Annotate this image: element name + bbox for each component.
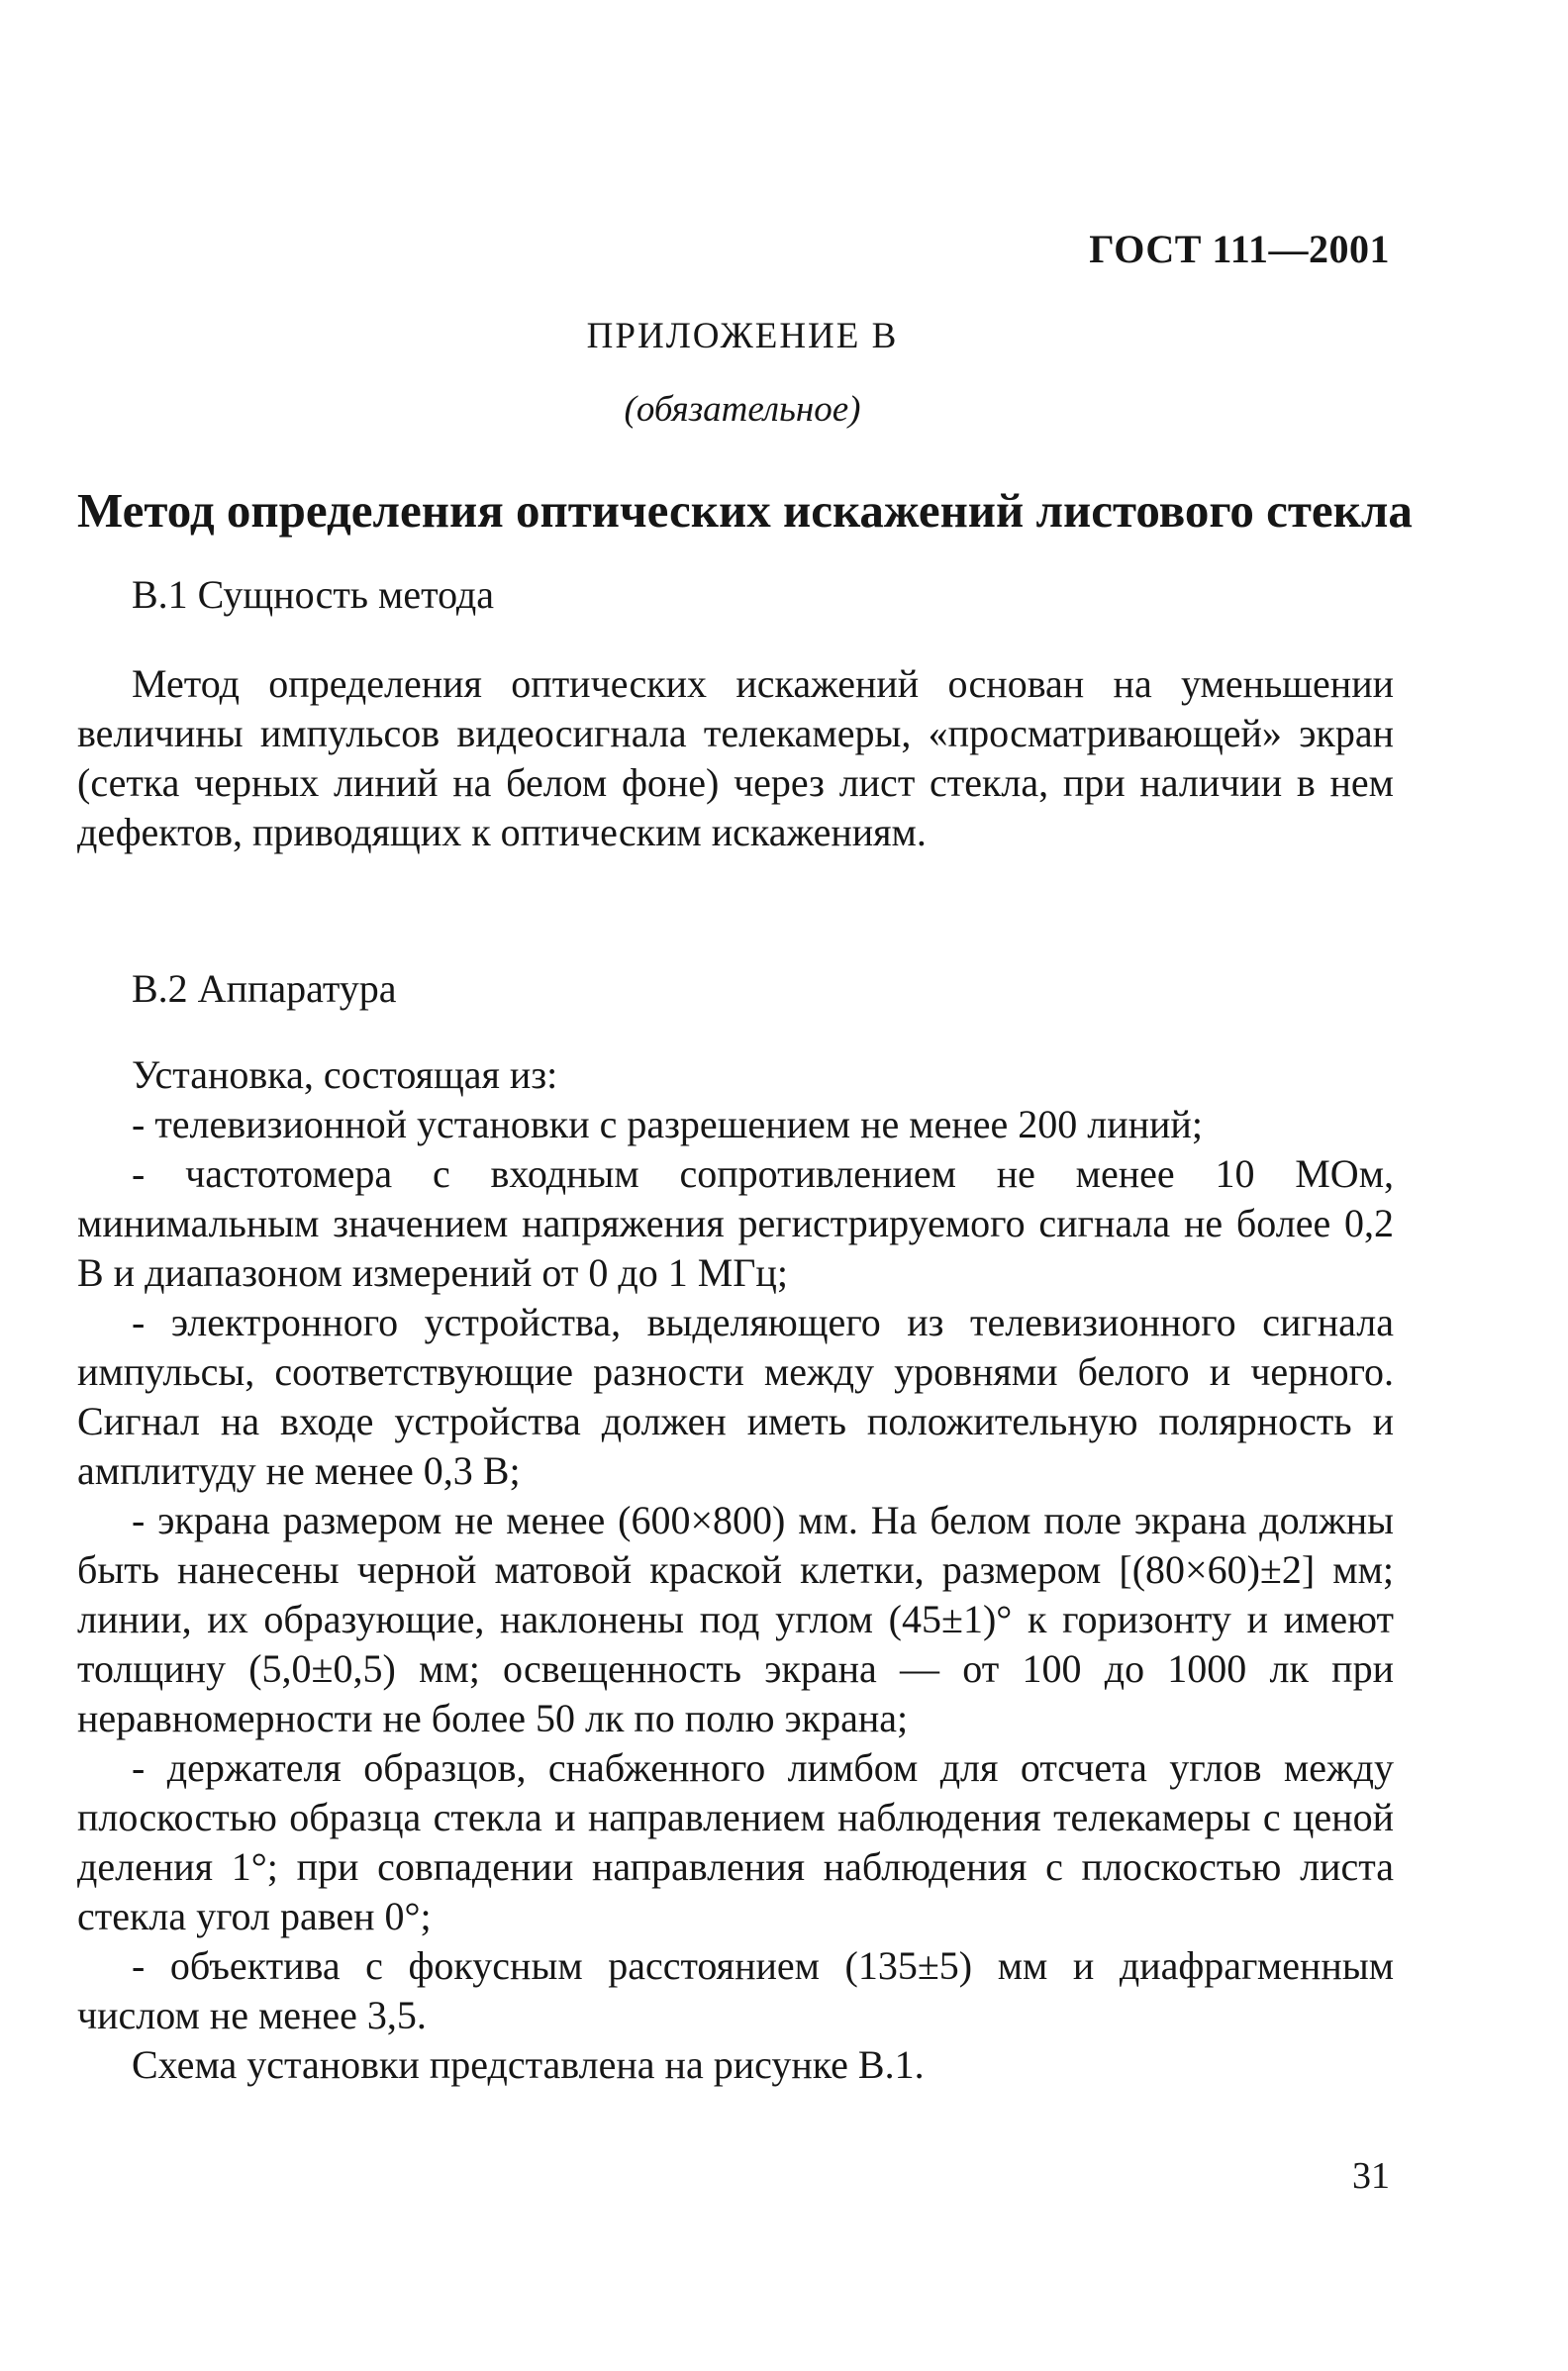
- section-heading-b2: В.2 Аппаратура: [132, 966, 397, 1011]
- appendix-title: ПРИЛОЖЕНИЕ В: [586, 316, 899, 356]
- equipment-item-tv: - телевизионной установки с разрешением не менее 200 линий;: [132, 1102, 1203, 1146]
- equipment-intro: Установка, состоящая из:: [132, 1052, 558, 1097]
- scheme-reference: Схема установки представлена на рисунке В.1.: [132, 2042, 925, 2087]
- document-code: ГОСТ 111—2001: [1089, 227, 1390, 271]
- equipment-item-frequency-meter: - частотомера с входным сопротивлением не менее 10 МОм, минимальным значением напряжения регистрируемого сигнала не более 0,2 В и диапазоном измерений от 0 до 1 МГц;: [77, 1151, 1394, 1295]
- section-heading-b1: В.1 Сущность метода: [132, 572, 495, 617]
- equipment-item-screen: - экрана размером не менее (600×800) мм. На белом поле экрана должны быть нанесены черной матовой краской клетки, размером [(80×60)±2] мм; линии, их образующие, наклонены под углом (45±1)° к горизонту и имеют толщину (5,0±0,5) мм; освещенность экрана — от 100 до 1000 лк при неравномерности не более 50 лк по полю экрана;: [77, 1498, 1394, 1740]
- equipment-item-electronic-device: - электронного устройства, выделяющего из телевизионного сигнала импульсы, соответствующие разности между уровнями белого и черного. Сигнал на входе устройства должен иметь положительную полярность и амплитуду не менее 0,3 В;: [77, 1300, 1394, 1493]
- section-b2-body: [77, 1050, 1394, 2090]
- section-b1-paragraph: Метод определения оптических искажений основан на уменьшении величины импульсов видеосигнала телекамеры, «просматривающей» экран (сетка черных линий на белом фоне) через лист стекла, при наличии в нем дефектов, приводящих к оптическим искажениям.: [77, 661, 1394, 854]
- method-title: Метод определения оптических искажений листового стекла: [77, 483, 1413, 538]
- equipment-item-sample-holder: - держателя образцов, снабженного лимбом для отсчета углов между плоскостью образца стекла и направлением наблюдения телекамеры с ценой деления 1°; при совпадении направления наблюдения с плоскостью листа стекла угол равен 0°;: [77, 1745, 1394, 1938]
- equipment-item-lens: - объектива с фокусным расстоянием (135±5) мм и диафрагменным числом не менее 3,5.: [77, 1943, 1394, 2037]
- section-b1-body: [77, 659, 1394, 857]
- page-number: 31: [1352, 2155, 1390, 2197]
- appendix-status: (обязательное): [624, 389, 861, 430]
